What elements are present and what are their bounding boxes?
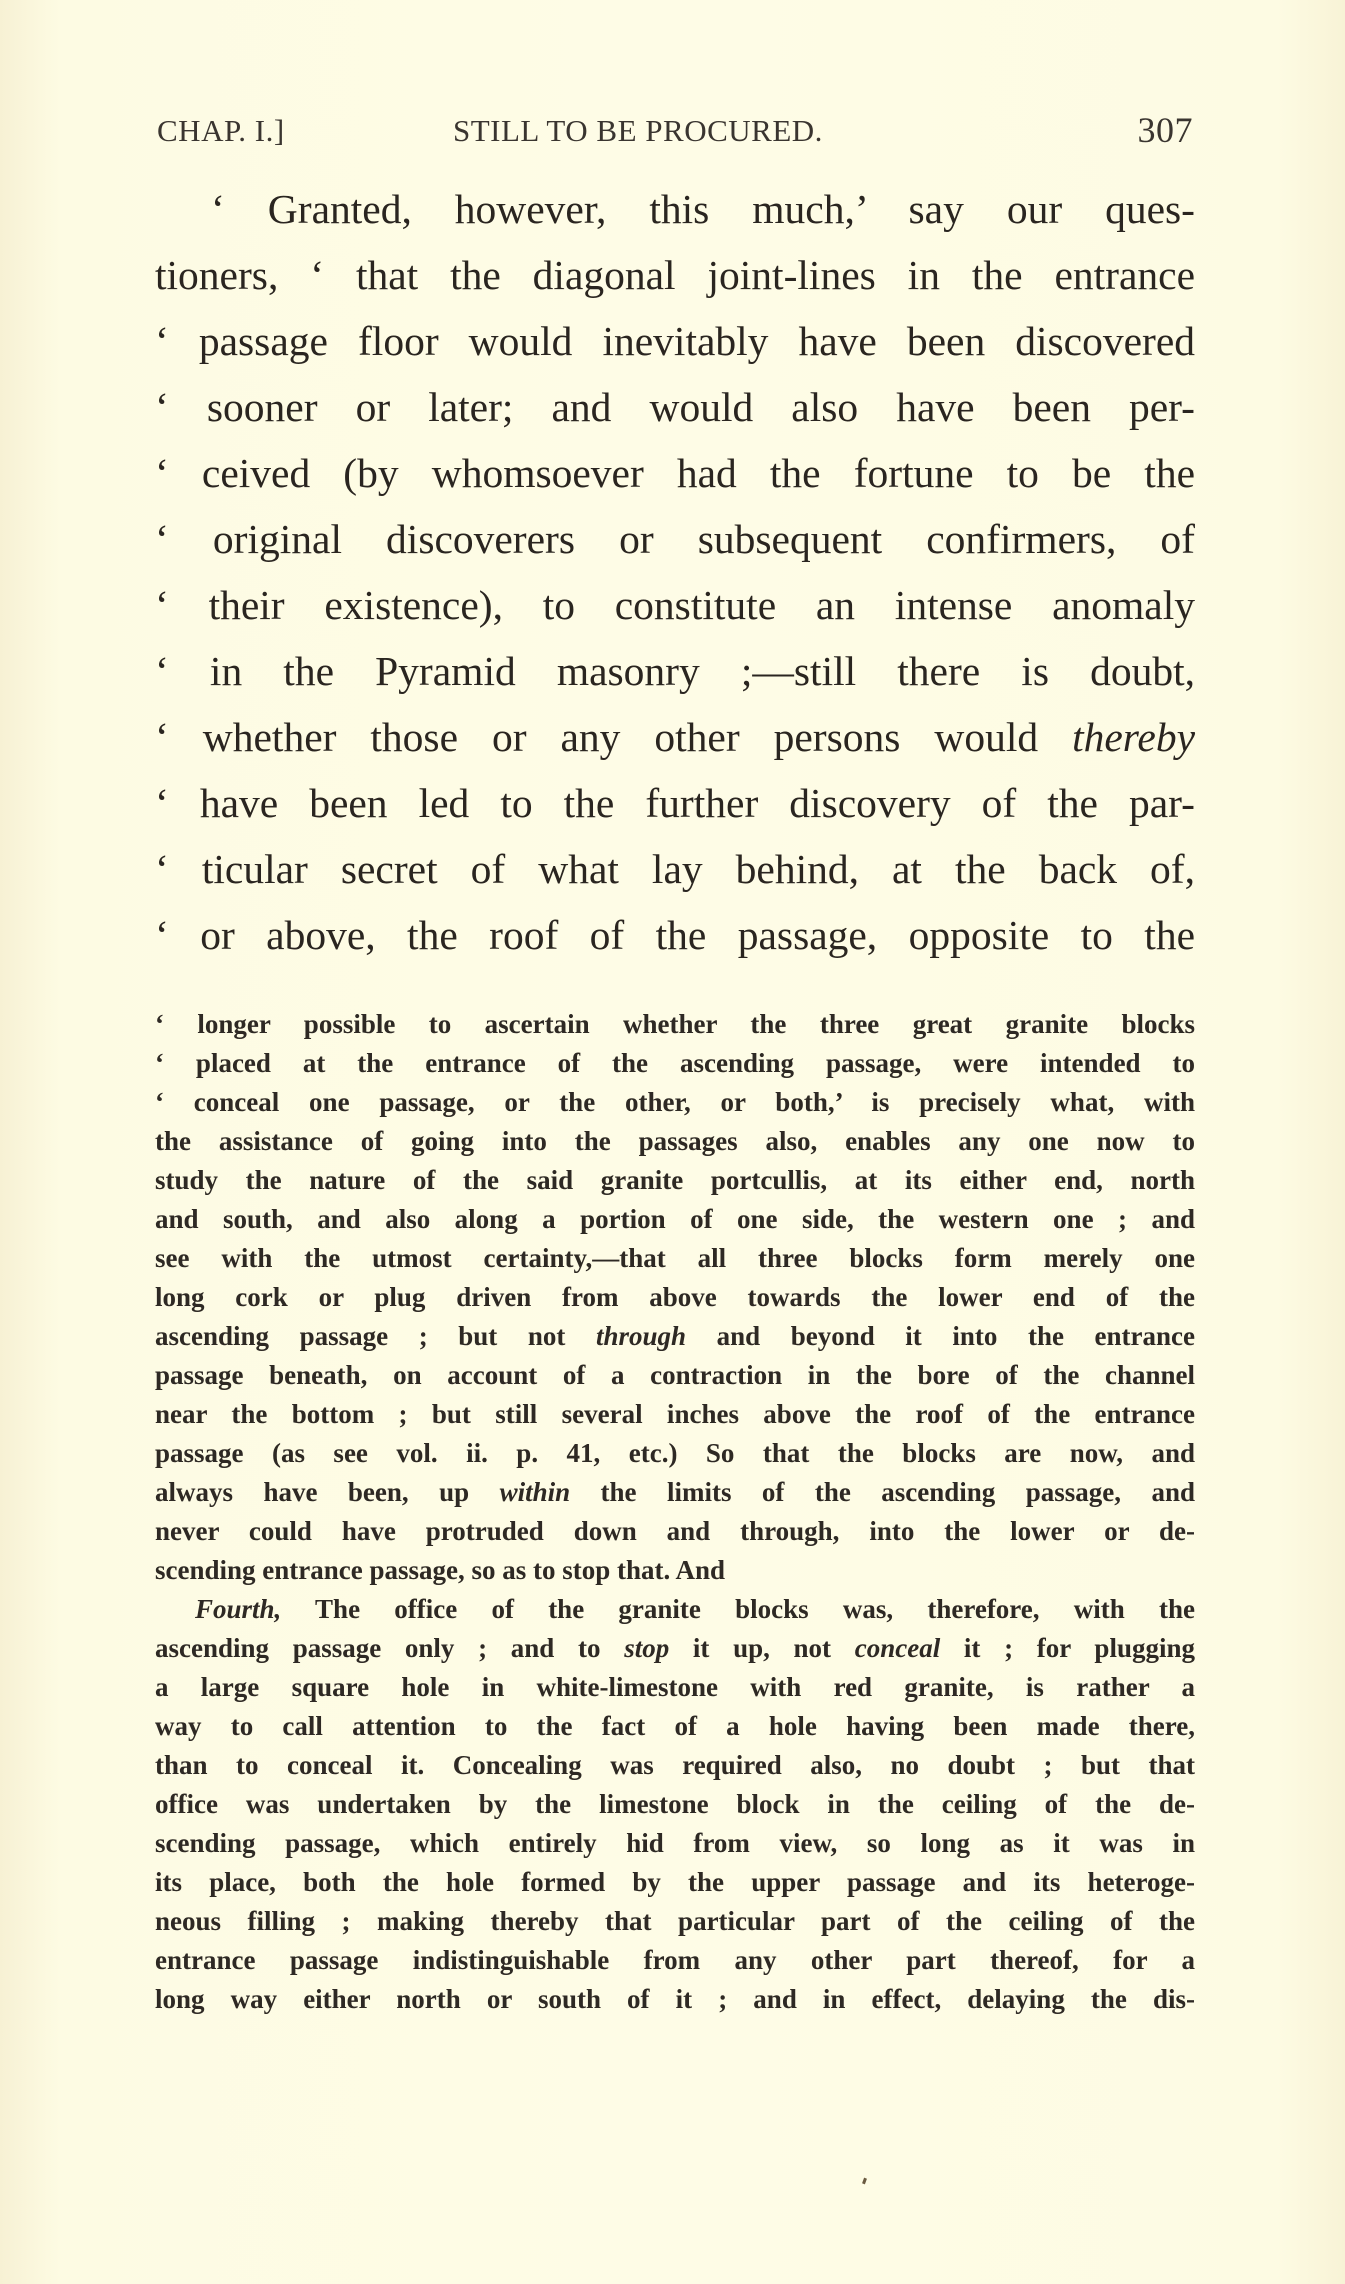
footnote	[155, 1005, 1195, 2019]
italic-emphasis: within	[499, 1477, 571, 1507]
footnote-line: study the nature of the said granite portcullis, at its either end, north	[155, 1165, 1195, 1195]
text-segment: The office of the granite blocks was, therefore, with the	[281, 1594, 1195, 1624]
text-line: ‘ ticular secret of what lay behind, at the back of,	[155, 846, 1195, 892]
text-line: ‘ their existence), to constitute an intense anomaly	[155, 582, 1195, 628]
running-title: STILL TO BE PROCURED.	[453, 113, 823, 148]
footnote-line: passage beneath, on account of a contraction in the bore of the channel	[155, 1360, 1195, 1390]
footnote-line: than to conceal it. Concealing was required also, no doubt ; but that	[155, 1750, 1195, 1780]
footnote-line: its place, both the hole formed by the upper passage and its heteroge-	[155, 1867, 1195, 1897]
text-line: tioners, ‘ that the diagonal joint-lines in the entrance	[155, 252, 1195, 298]
text-segment: and beyond it into the entrance	[686, 1321, 1195, 1351]
text-segment: ‘ whether those or any other persons would	[155, 714, 1039, 760]
italic-emphasis: stop	[624, 1633, 670, 1663]
italic-emphasis: Fourth,	[195, 1594, 282, 1624]
ink-speck	[862, 2178, 867, 2185]
footnote-line	[155, 1590, 1195, 1629]
footnote-line: never could have protruded down and through, into the lower or de-	[155, 1516, 1195, 1546]
footnote-line: see with the utmost certainty,—that all three blocks form merely one	[155, 1243, 1195, 1273]
text-line	[155, 704, 1195, 770]
footnote-line: passage (as see vol. ii. p. 41, etc.) So that the blocks are now, and	[155, 1438, 1195, 1468]
footnote-line: office was undertaken by the limestone block in the ceiling of the de-	[155, 1789, 1195, 1819]
italic-emphasis: conceal	[854, 1633, 941, 1663]
main-text	[155, 176, 1195, 968]
footnote-line: the assistance of going into the passages also, enables any one now to	[155, 1126, 1195, 1156]
footnote-line: ‘ placed at the entrance of the ascending passage, were intended to	[155, 1048, 1195, 1078]
footnote-line: near the bottom ; but still several inches above the roof of the entrance	[155, 1399, 1195, 1429]
text-line: ‘ in the Pyramid masonry ;—still there is doubt,	[155, 648, 1195, 694]
text-line: ‘ have been led to the further discovery of the par-	[155, 780, 1195, 826]
footnote-line	[155, 1317, 1195, 1356]
footnote-line: and south, and also along a portion of one side, the western one ; and	[155, 1204, 1195, 1234]
text-segment: it ; for plugging	[940, 1633, 1195, 1663]
text-segment: the limits of the ascending passage, and	[570, 1477, 1195, 1507]
footnote-line: neous filling ; making thereby that particular part of the ceiling of the	[155, 1906, 1195, 1936]
running-header	[157, 110, 1193, 159]
footnote-line	[155, 1629, 1195, 1668]
text-line: ‘ Granted, however, this much,’ say our ques-	[211, 186, 1195, 232]
italic-emphasis: thereby	[1072, 714, 1195, 760]
text-line: ‘ passage floor would inevitably have been discovered	[155, 318, 1195, 364]
footnote-line: scending passage, which entirely hid from view, so long as it was in	[155, 1828, 1195, 1858]
footnote-line: a large square hole in white-limestone with red granite, is rather a	[155, 1672, 1195, 1702]
text-segment: ascending passage only ; and to	[155, 1633, 625, 1663]
footnote-line: long way either north or south of it ; and in effect, delaying the dis-	[155, 1984, 1195, 2014]
page-number: 307	[1137, 110, 1193, 150]
text-line: ‘ or above, the roof of the passage, opposite to the	[155, 912, 1195, 958]
chapter-label: CHAP. I.]	[157, 113, 285, 148]
footnote-line: ‘ conceal one passage, or the other, or both,’ is precisely what, with	[155, 1087, 1195, 1117]
footnote-line: way to call attention to the fact of a hole having been made there,	[155, 1711, 1195, 1741]
text-line: ‘ original discoverers or subsequent confirmers, of	[155, 516, 1195, 562]
footnote-line: ‘ longer possible to ascertain whether the three great granite blocks	[155, 1009, 1195, 1039]
text-line: ‘ sooner or later; and would also have been per-	[155, 384, 1195, 430]
text-segment: it up, not	[669, 1633, 855, 1663]
footnote-line: entrance passage indistinguishable from any other part thereof, for a	[155, 1945, 1195, 1975]
text-segment: ascending passage ; but not	[155, 1321, 596, 1351]
text-segment: always have been, up	[155, 1477, 500, 1507]
footnote-line: scending entrance passage, so as to stop that. And	[155, 1555, 726, 1585]
text-line: ‘ ceived (by whomsoever had the fortune to be the	[155, 450, 1195, 496]
footnote-line: long cork or plug driven from above towards the lower end of the	[155, 1282, 1195, 1312]
footnote-line	[155, 1473, 1195, 1512]
italic-emphasis: through	[595, 1321, 687, 1351]
